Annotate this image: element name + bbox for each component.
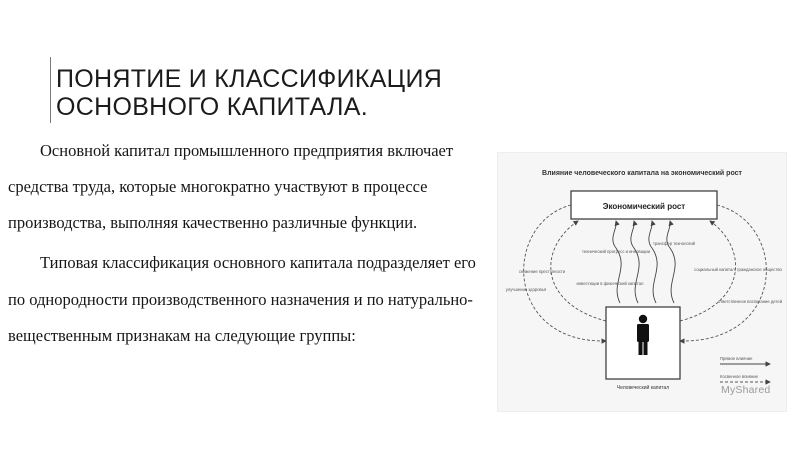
title-accent-bar <box>50 57 51 123</box>
outer-loop-right <box>680 205 766 341</box>
title-line-1: ПОНЯТИЕ И КЛАССИФИКАЦИЯ <box>56 65 443 93</box>
diagram-title: Влияние человеческого капитала на экономический рост <box>542 170 742 177</box>
label-social: социальный капитал, гражданское общество <box>694 267 782 272</box>
human-capital-label: Человеческий капитал <box>616 385 670 391</box>
label-investment: инвестиции в физический капитал <box>576 281 644 286</box>
watermark: MyShared <box>721 384 771 396</box>
label-health: улучшение здоровья <box>505 287 547 292</box>
label-crime: снижение преступности <box>518 269 566 274</box>
human-capital-diagram <box>497 152 787 412</box>
body-text <box>8 133 488 355</box>
arrow-wave-4 <box>667 221 675 303</box>
slide-title <box>56 65 496 121</box>
label-children: ответственное воспитание детей <box>717 299 783 304</box>
label-tech: технический прогресс и инновации <box>582 249 650 254</box>
arrow-wave-1 <box>613 221 621 303</box>
arrow-wave-2 <box>631 221 639 303</box>
legend-indirect-label: Косвенное влияние <box>720 374 758 379</box>
legend-direct-label: Прямое влияние <box>720 356 753 361</box>
title-line-2: ОСНОВНОГО КАПИТАЛА. <box>56 93 368 121</box>
paragraph-definition: Основной капитал промышленного предприятия включает средства труда, которые многократно участвуют в процессе производства, выполняя качественно различные функции. <box>8 141 454 232</box>
economic-growth-label: Экономический рост <box>602 202 686 211</box>
label-transfer: трансфер технологий <box>652 241 696 246</box>
arrow-wave-3 <box>649 221 657 303</box>
paragraph-classification: Типовая классификация основного капитала подразделяет его по однородности производственного назначения и по натурально-вещественным признакам на следующие группы: <box>8 253 476 345</box>
diagram-svg <box>498 153 786 411</box>
